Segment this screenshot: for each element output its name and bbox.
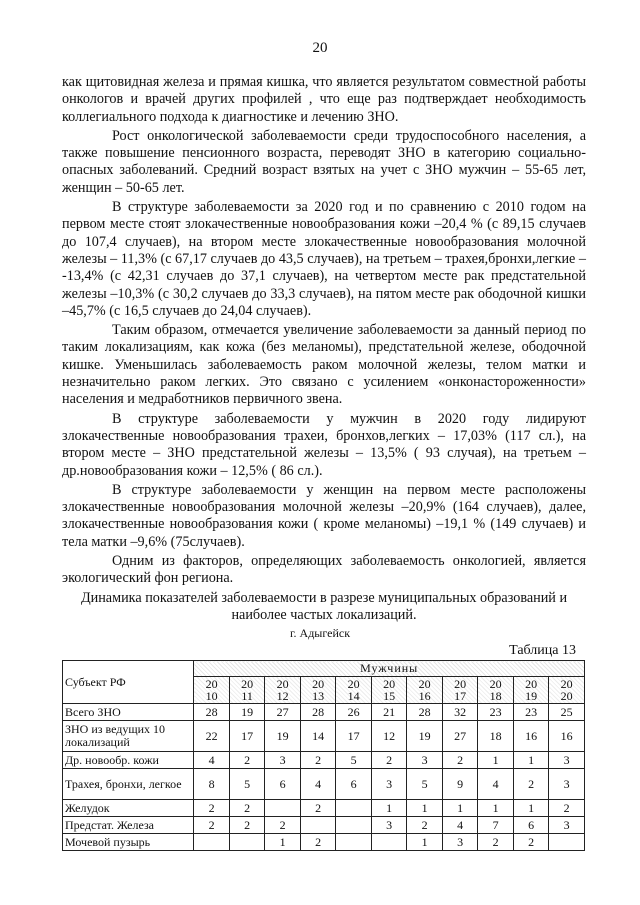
paragraph-7: Одним из факторов, определяющих заболеваемость онкологией, является экологический фон региона. [62, 553, 586, 587]
table-cell: 21 [371, 704, 407, 721]
paragraph-2: Рост онкологической заболеваемости среди трудоспособного населения, а также повышение пенсионного возраста, переводят ЗНО в категорию социально-опасных заболеваний. Средний возраст взятых на учет с ЗНО мужчин – 55-65 лет, женщин – 50-65 лет. [62, 127, 586, 196]
table-row [63, 800, 585, 817]
table-cell: 1 [513, 752, 549, 769]
row-label: Др. новообр. кожи [63, 752, 194, 769]
table-row [63, 817, 585, 834]
table-cell: 2 [300, 800, 336, 817]
table-cell: 22 [194, 721, 230, 752]
table-cell: 16 [513, 721, 549, 752]
table-cell: 5 [407, 769, 443, 800]
table-cell: 28 [407, 704, 443, 721]
table-cell: 28 [300, 704, 336, 721]
table-cell: 23 [513, 704, 549, 721]
table-cell: 27 [265, 704, 301, 721]
incidence-table [62, 660, 585, 851]
table-cell: 19 [229, 704, 265, 721]
table-cell: 2 [194, 800, 230, 817]
table-cell: 9 [442, 769, 478, 800]
row-label: Предстат. Железа [63, 817, 194, 834]
table-cell: 2 [478, 834, 514, 851]
year-header-top: 20 [241, 677, 254, 691]
group-header-men: Мужчины [194, 661, 585, 677]
table-cell: 6 [265, 769, 301, 800]
table-cell [336, 817, 372, 834]
table-cell: 2 [194, 817, 230, 834]
table-cell: 4 [194, 752, 230, 769]
year-header [371, 677, 407, 704]
table-cell: 2 [407, 817, 443, 834]
table-cell: 5 [229, 769, 265, 800]
table-cell: 4 [478, 769, 514, 800]
table-row [63, 834, 585, 851]
year-header [336, 677, 372, 704]
year-header [478, 677, 514, 704]
year-header-bottom: 17 [454, 689, 467, 703]
table-cell: 3 [371, 769, 407, 800]
table-row [63, 704, 585, 721]
year-header-bottom: 12 [276, 689, 289, 703]
table-cell: 1 [513, 800, 549, 817]
subject-header: Субъект РФ [63, 661, 194, 704]
table-cell [300, 817, 336, 834]
year-header-top: 20 [525, 677, 538, 691]
year-header [549, 677, 585, 704]
table-cell: 25 [549, 704, 585, 721]
year-header-bottom: 15 [383, 689, 396, 703]
table-cell: 3 [549, 769, 585, 800]
table-cell: 19 [265, 721, 301, 752]
table-cell: 5 [336, 752, 372, 769]
page-number: 20 [312, 40, 328, 56]
year-header-top: 20 [418, 677, 431, 691]
table-cell: 3 [265, 752, 301, 769]
table-cell: 28 [194, 704, 230, 721]
year-header [194, 677, 230, 704]
table-body [63, 704, 585, 851]
table-cell: 1 [407, 834, 443, 851]
table-cell: 27 [442, 721, 478, 752]
table-cell: 26 [336, 704, 372, 721]
row-label: ЗНО из ведущих 10 локализаций [63, 721, 194, 752]
table-cell: 3 [549, 752, 585, 769]
row-label: Всего ЗНО [63, 704, 194, 721]
table-cell: 4 [300, 769, 336, 800]
table-cell [229, 834, 265, 851]
table-cell: 23 [478, 704, 514, 721]
table-header-row-group [63, 661, 585, 677]
table-cell: 2 [300, 834, 336, 851]
table-row [63, 752, 585, 769]
table-cell: 19 [407, 721, 443, 752]
table-cell: 32 [442, 704, 478, 721]
city-caption: г. Адыгейск [289, 626, 351, 640]
table-cell: 6 [336, 769, 372, 800]
year-header-bottom: 11 [241, 689, 253, 703]
table-cell: 2 [549, 800, 585, 817]
table-cell: 14 [300, 721, 336, 752]
year-header-bottom: 20 [560, 689, 573, 703]
table-cell: 1 [407, 800, 443, 817]
year-header-top: 20 [347, 677, 360, 691]
year-header-top: 20 [560, 677, 573, 691]
table-cell: 17 [336, 721, 372, 752]
table-cell: 3 [407, 752, 443, 769]
table-cell: 4 [442, 817, 478, 834]
year-header-bottom: 19 [525, 689, 538, 703]
paragraph-4: Таким образом, отмечается увеличение заболеваемости за данный период по таким локализациям, как кожа (без меланомы), предстательной железе, ободочной кишке. Уменьшилась заболеваемость раком молочной железы, телом матки и незначительно раком легких. Это связано с усилением «онконастороженности» населения и медработников первичного звена. [62, 322, 586, 408]
table-cell: 2 [513, 769, 549, 800]
table-cell: 1 [371, 800, 407, 817]
year-header-top: 20 [276, 677, 289, 691]
table-cell [336, 834, 372, 851]
table-cell: 1 [442, 800, 478, 817]
year-header [442, 677, 478, 704]
year-header-bottom: 14 [347, 689, 360, 703]
table-cell: 2 [229, 752, 265, 769]
paragraph-3: В структуре заболеваемости за 2020 год и по сравнению с 2010 годом на первом месте стоят злокачественные новообразования кожи –20,4 % (с 89,15 случаев до 107,4 случаев), на втором месте злокачественные новообразования молочной железы – 11,3% (с 67,17 случаев до 43,5 случаев), на третьем – трахея,бронхи,легкие – -13,4% (с 42,31 случаев до 37,1 случаев), на четвертом месте рак предстательной железы –10,3% (с 30,2 случаев до 33,3 случаев), на пятом месте рак ободочной кишки –45,7% (с 16,5 случаев до 24,04 случаев). [62, 199, 586, 319]
year-header-top: 20 [312, 677, 325, 691]
table-cell: 1 [265, 834, 301, 851]
year-header-top: 20 [383, 677, 396, 691]
table-cell: 2 [229, 817, 265, 834]
table-cell: 3 [371, 817, 407, 834]
table-cell: 2 [513, 834, 549, 851]
table-cell [194, 834, 230, 851]
row-label: Трахея, бронхи, легкое [63, 769, 194, 800]
year-header [513, 677, 549, 704]
row-label: Мочевой пузырь [63, 834, 194, 851]
year-header [265, 677, 301, 704]
year-header-top: 20 [454, 677, 467, 691]
table-cell: 2 [300, 752, 336, 769]
table-row [63, 721, 585, 752]
year-header [300, 677, 336, 704]
table-cell: 16 [549, 721, 585, 752]
year-header-top: 20 [205, 677, 218, 691]
table-cell: 12 [371, 721, 407, 752]
table-cell: 2 [265, 817, 301, 834]
table-cell: 6 [513, 817, 549, 834]
table-cell: 2 [229, 800, 265, 817]
row-label: Желудок [63, 800, 194, 817]
section-heading: Динамика показателей заболеваемости в разрезе муниципальных образований и наиболее частых локализаций. [80, 589, 568, 623]
table-cell: 2 [442, 752, 478, 769]
year-header-bottom: 13 [312, 689, 325, 703]
table-cell [336, 800, 372, 817]
year-header-bottom: 10 [205, 689, 218, 703]
paragraph-5: В структуре заболеваемости у мужчин в 2020 году лидируют злокачественные новообразования трахеи, бронхов,легких – 17,03% (117 сл.), на втором месте – ЗНО предстательной железы – 13,5% ( 93 случая), на третьем – др.новообразования кожи – 12,5% ( 86 сл.). [62, 410, 586, 479]
year-header-bottom: 16 [418, 689, 431, 703]
table-cell [549, 834, 585, 851]
year-header [407, 677, 443, 704]
paragraph-6: В структуре заболеваемости у женщин на первом месте расположены злокачественные новообразования молочной железы –20,9% (164 случаев), далее, злокачественные новообразования кожи ( кроме меланомы) –19,1 % (149 случаев) и тела матки –9,6% (75случаев). [62, 481, 586, 550]
year-header-top: 20 [489, 677, 502, 691]
table-cell [265, 800, 301, 817]
table-label: Таблица 13 [509, 643, 576, 658]
year-header [229, 677, 265, 704]
table-cell: 3 [549, 817, 585, 834]
table-row [63, 769, 585, 800]
body-text [62, 74, 586, 626]
table-cell: 1 [478, 752, 514, 769]
table-cell [371, 834, 407, 851]
table-cell: 18 [478, 721, 514, 752]
table-cell: 3 [442, 834, 478, 851]
table-cell: 2 [371, 752, 407, 769]
table-cell: 1 [478, 800, 514, 817]
year-header-bottom: 18 [489, 689, 502, 703]
table-cell: 7 [478, 817, 514, 834]
table-cell: 8 [194, 769, 230, 800]
table-cell: 17 [229, 721, 265, 752]
paragraph-1: как щитовидная железа и прямая кишка, что является результатом совместной работы онкологов и врачей других профилей , что еще раз подтверждает необходимость коллегиального подхода к диагностике и лечению ЗНО. [62, 74, 586, 125]
